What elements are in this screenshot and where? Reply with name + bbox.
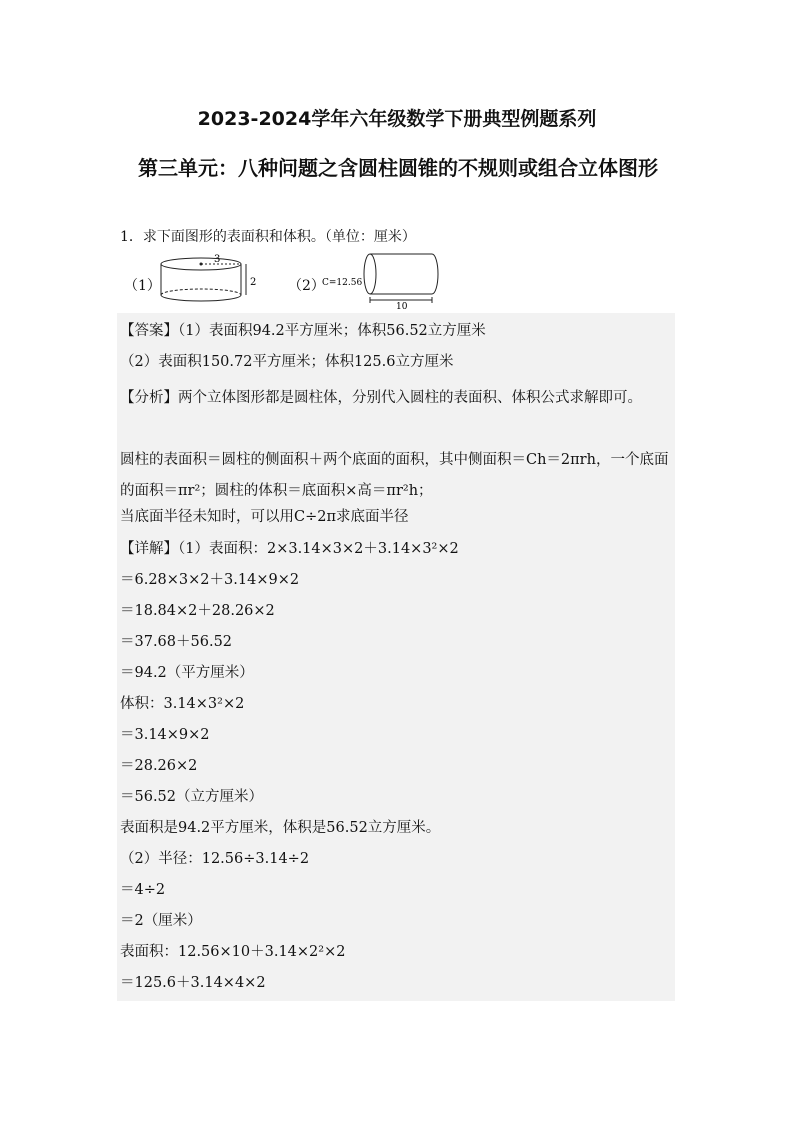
solution-step: ＝3.14×9×2 — [120, 727, 210, 743]
solution-step: ＝2（厘米） — [120, 913, 202, 929]
solution-step: （2）半径：12.56÷3.14÷2 — [120, 851, 310, 867]
answer-line-1: 【答案】（1）表面积94.2平方厘米；体积56.52立方厘米 — [120, 323, 486, 339]
analysis-paragraph-1: 【分析】两个立体图形都是圆柱体，分别代入圆柱的表面积、体积公式求解即可。 — [120, 390, 642, 406]
solution-step: ＝94.2（平方厘米） — [120, 665, 254, 681]
figure-2-cylinder — [322, 252, 447, 310]
answer-line-2: （2）表面积150.72平方厘米；体积125.6立方厘米 — [120, 354, 454, 370]
question-text: 1．求下面图形的表面积和体积。（单位：厘米） — [120, 229, 416, 245]
solution-step: 【详解】（1）表面积：2×3.14×3×2＋3.14×3²×2 — [120, 541, 459, 557]
figure-1-height-label: 2 — [250, 277, 257, 288]
figure-2-label: （2） — [288, 278, 325, 294]
solution-step: ＝6.28×3×2＋3.14×9×2 — [120, 572, 300, 588]
solution-step: ＝125.6＋3.14×4×2 — [120, 975, 266, 991]
figure-2-circumference-label: C=12.56 — [322, 278, 363, 288]
solution-step: 表面积：12.56×10＋3.14×2²×2 — [120, 944, 346, 960]
figure-1-radius-label: 3 — [214, 254, 221, 265]
analysis-paragraph-3: 当底面半径未知时，可以用C÷2π求底面半径 — [120, 509, 409, 525]
figure-1-cylinder — [158, 252, 268, 310]
solution-step: 表面积是94.2平方厘米，体积是56.52立方厘米。 — [120, 820, 441, 836]
figure-1-label: （1） — [124, 278, 161, 294]
doc-title: 2023-2024学年六年级数学下册典型例题系列 — [197, 108, 597, 130]
analysis-paragraph-2: 圆柱的表面积＝圆柱的侧面积＋两个底面的面积，其中侧面积＝Ch＝2πrh，一个底面的面积＝πr²；圆柱的体积＝底面积×高＝πr²h； — [120, 452, 669, 499]
solution-step: 体积：3.14×3²×2 — [120, 696, 245, 712]
doc-subtitle: 第三单元：八种问题之含圆柱圆锥的不规则或组合立体图形 — [138, 156, 658, 180]
solution-step: ＝4÷2 — [120, 882, 166, 898]
figure-2-length-label: 10 — [396, 302, 408, 310]
solution-step: ＝37.68＋56.52 — [120, 634, 233, 650]
solution-step: ＝56.52（立方厘米） — [120, 789, 264, 805]
solution-step: ＝28.26×2 — [120, 758, 198, 774]
solution-step: ＝18.84×2＋28.26×2 — [120, 603, 275, 619]
